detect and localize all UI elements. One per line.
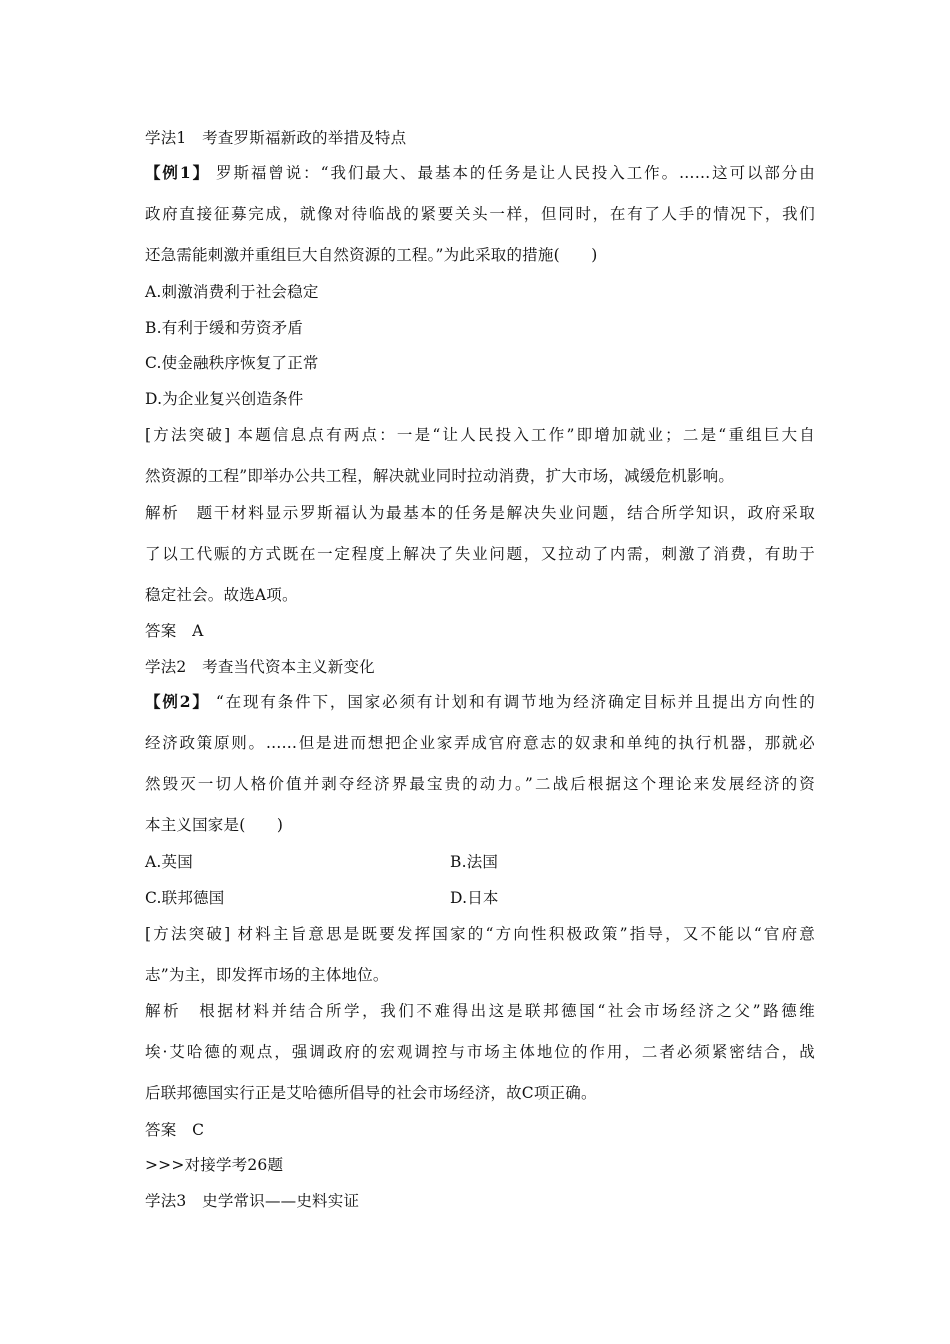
example1-stem-line-2: 政府直接征募完成，就像对待临战的紧要关头一样，但同时，在有了人手的情况下，我们	[145, 205, 815, 223]
link-line: >>>对接学考26题	[145, 1156, 284, 1174]
example1-option-a: A.刺激消费利于社会稳定	[145, 283, 319, 301]
example1-analysis-line-2: 了以工代赈的方式既在一定程度上解决了失业问题，又拉动了内需，刺激了消费，有助于	[145, 545, 815, 563]
example2-option-c: C.联邦德国	[145, 889, 225, 907]
example2-option-row-1	[145, 852, 815, 872]
section1-heading: 学法1 考查罗斯福新政的举措及特点	[145, 129, 407, 147]
example2-option-d: D.日本	[450, 889, 499, 907]
example2-analysis-line-1: 解析 根据材料并结合所学，我们不难得出这是联邦德国“社会市场经济之父”路德维	[145, 1002, 815, 1020]
example1-label: 【例1】	[145, 163, 211, 182]
example1-analysis-line-1: 解析 题干材料显示罗斯福认为最基本的任务是解决失业问题，结合所学知识，政府采取	[145, 504, 815, 522]
example2-option-a: A.英国	[145, 853, 193, 871]
example2-stem-line-4: 本主义国家是( )	[145, 816, 284, 834]
example2-method-line-1: [方法突破] 材料主旨意思是既要发挥国家的“方向性积极政策”指导，又不能以“官府意	[145, 925, 815, 943]
example2-stem-line-2: 经济政策原则。……但是进而想把企业家弄成官府意志的奴隶和单纯的执行机器，那就必	[145, 734, 815, 752]
example1-option-c: C.使金融秩序恢复了正常	[145, 354, 319, 372]
example2-answer: 答案 C	[145, 1121, 205, 1139]
example2-analysis-line-3: 后联邦德国实行正是艾哈德所倡导的社会市场经济，故C项正确。	[145, 1084, 597, 1102]
section3-heading: 学法3 史学常识——史料实证	[145, 1192, 360, 1210]
section2-heading: 学法2 考查当代资本主义新变化	[145, 658, 375, 676]
example2-stem-line-1: 【例2】 “在现有条件下，国家必须有计划和有调节地为经济确定目标并且提出方向性的	[145, 692, 815, 711]
example1-method-line-2: 然资源的工程”即举办公共工程，解决就业同时拉动消费，扩大市场，减缓危机影响。	[145, 467, 735, 485]
example1-method-line-1: [方法突破] 本题信息点有两点：一是“让人民投入工作”即增加就业；二是“重组巨大自	[145, 426, 815, 444]
example1-answer: 答案 A	[145, 622, 204, 640]
example2-method-line-2: 志”为主，即发挥市场的主体地位。	[145, 966, 389, 984]
example2-stem-line-3: 然毁灭一切人格价值并剥夺经济界最宝贵的动力。”二战后根据这个理论来发展经济的资	[145, 775, 815, 793]
example1-option-b: B.有利于缓和劳资矛盾	[145, 319, 304, 337]
example2-option-b: B.法国	[450, 853, 499, 871]
example2-option-row-2	[145, 888, 815, 908]
example1-stem-line-1: 【例1】 罗斯福曾说：“我们最大、最基本的任务是让人民投入工作。……这可以部分由	[145, 163, 815, 182]
example1-analysis-line-3: 稳定社会。故选A项。	[145, 586, 298, 604]
example2-label: 【例2】	[145, 692, 210, 711]
example1-option-d: D.为企业复兴创造条件	[145, 390, 304, 408]
example2-analysis-line-2: 埃·艾哈德的观点，强调政府的宏观调控与市场主体地位的作用，二者必须紧密结合，战	[145, 1043, 815, 1061]
example1-stem-line-3: 还急需能刺激并重组巨大自然资源的工程。”为此采取的措施( )	[145, 246, 598, 264]
